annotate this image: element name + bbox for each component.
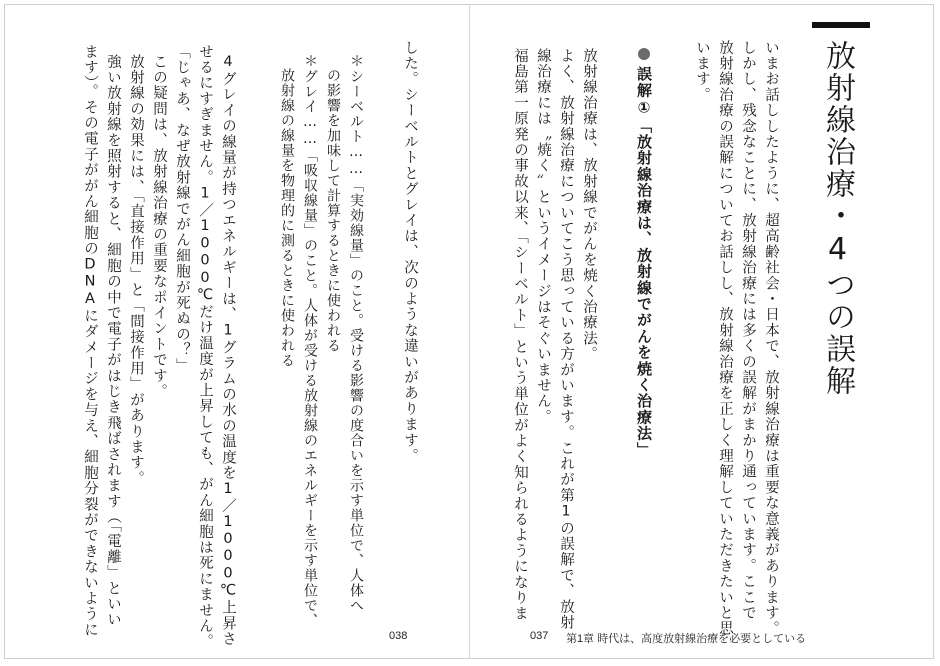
text-line: 強い放射線を照射すると、細胞の中で電子がはじき飛ばされます（「電離」といい — [105, 54, 121, 628]
text-line: 福島第一原発の事故以来、「シーベルト」という単位がよく知られるようになりま — [512, 48, 528, 622]
left-body-bottom — [78, 44, 239, 650]
left-page-number: 038 — [389, 630, 408, 642]
right-page-number: 037 — [530, 630, 549, 642]
text-line: した。シーベルトとグレイは、次のような違いがあります。 — [402, 40, 418, 464]
text-line: よく、放射線治療についてこう思っている方がいます。これが第1の誤解で、放射 — [558, 48, 574, 631]
running-head: 第1章 時代は、高度放射線治療を必要としている — [566, 633, 807, 645]
definition-notes — [275, 54, 367, 628]
left-body-top — [398, 40, 421, 464]
text-line: 線治療には〝焼く〟というイメージはそぐいません。 — [535, 48, 551, 425]
page-gutter — [469, 4, 470, 659]
text-line: 「じゃあ、なぜ放射線でがん細胞が死ぬの？」 — [174, 44, 190, 374]
intro-paragraph — [690, 40, 782, 637]
text-line: 4グレイの線量が持つエネルギーは、1グラムの水の温度を1／1000℃上昇さ — [220, 54, 236, 647]
text-line: この疑問は、放射線治療の重要なポイントです。 — [151, 54, 167, 400]
text-line: 放射線治療の誤解についてお話しし、放射線治療を正しく理解していただきたいと思 — [717, 40, 733, 637]
text-line: ます）。その電子ががん細胞のDNAにダメージを与え、細胞分裂ができないように — [82, 44, 98, 638]
note-line: ＊グレイ……「吸収線量」のこと。人体が受ける放射線のエネルギーを示す単位で、 — [302, 54, 318, 628]
title-rule — [812, 22, 870, 28]
page-title: 放射線治療・4つの誤解 — [820, 40, 855, 397]
section-heading-text: 誤解①「放射線治療は、放射線でがんを焼く治療法」 — [635, 66, 653, 458]
text-line: 放射線治療は、放射線でがんを焼く治療法。 — [581, 48, 597, 362]
text-line: しかし、残念なことに、放射線治療には多くの誤解がまかり通っています。ここで — [740, 40, 756, 621]
bullet-icon — [638, 48, 650, 60]
note-line: 放射線の線量を物理的に測るときに使われる — [279, 68, 295, 368]
section-body — [508, 48, 600, 630]
text-line: せるにすぎません。1／1000℃だけ温度が上昇しても、がん細胞は死にません。 — [197, 44, 213, 650]
text-line: いまお話ししたように、超高齢社会・日本で、放射線治療は重要な意義があります。 — [763, 40, 779, 637]
section-heading — [632, 48, 655, 458]
text-line: います。 — [694, 40, 710, 103]
text-line: 放射線の効果には、「直接作用」と「間接作用」があります。 — [128, 54, 144, 487]
note-line: ＊シーベルト……「実効線量」のこと。受ける影響の度合いを示す単位で、人体へ — [348, 54, 364, 613]
note-line: の影響を加味して計算するときに使われる — [325, 68, 341, 353]
